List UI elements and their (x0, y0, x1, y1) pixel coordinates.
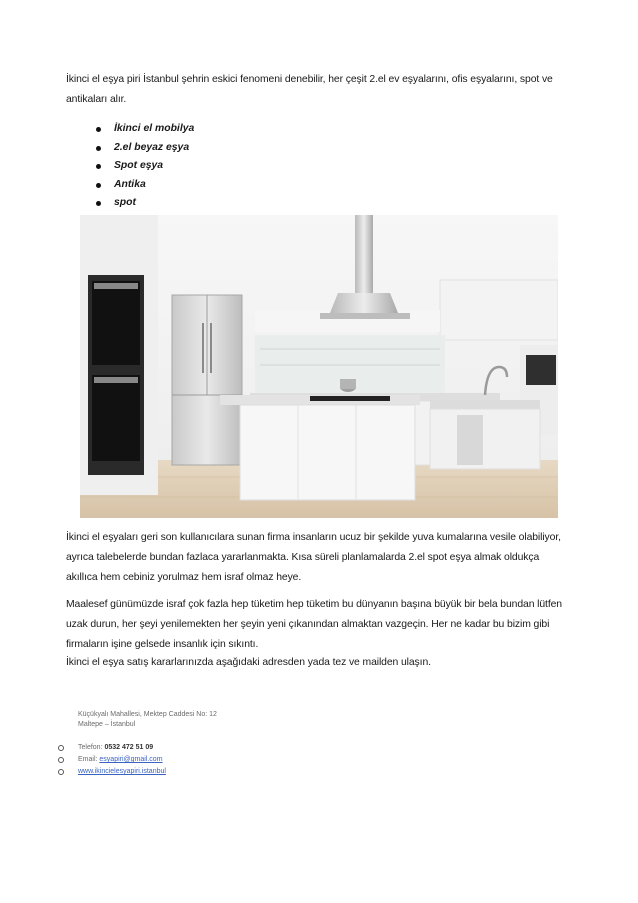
contact-list (58, 742, 166, 778)
list-item: İkinci el mobilya (96, 120, 194, 139)
list-item: Antika (96, 176, 194, 195)
bullet-ring-icon (58, 745, 64, 751)
list-item: 2.el beyaz eşya (96, 139, 194, 158)
kitchen-photo (80, 215, 558, 518)
contact-email (58, 754, 166, 766)
paragraph-4: İkinci el eşya satış kararlarınızda aşağıdaki adresden yada tez ve mailden ulaşın. (66, 657, 431, 668)
paragraph-2: İkinci el eşyaları geri son kullanıcılara sunan firma insanların ucuz bir şekilde yuva kumalarına vesile olabiliyor, ayrıca talebelerde bundan fazlaca yararlanmakta. Kısa süreli planlamalarda 2.el spot eşya almak oldukça akıllıca hem cebiniz yorulmaz hem israf olmaz heye. (66, 532, 561, 583)
email-link[interactable]: esyapiri@gmail.com (99, 756, 163, 763)
contact-website (58, 766, 166, 778)
email-label: Email: (78, 756, 98, 763)
contact-phone (58, 742, 166, 754)
website-link[interactable]: www.ikincielesyapiri.istanbul (78, 768, 166, 775)
list-item: spot (96, 194, 194, 213)
intro-paragraph: İkinci el eşya piri İstanbul şehrin eskici fenomeni denebilir, her çeşit 2.el ev eşyalarını, ofis eşyalarını, spot ve antikaları alır. (66, 74, 553, 105)
phone-label: Telefon: (78, 744, 103, 751)
bullet-ring-icon (58, 757, 64, 763)
bullet-ring-icon (58, 769, 64, 775)
phone-value: 0532 472 51 09 (104, 744, 154, 751)
address-block (78, 710, 217, 730)
list-item: Spot eşya (96, 157, 194, 176)
address-line: Maltepe – İstanbul (78, 721, 136, 728)
feature-list (96, 120, 194, 213)
address-line: Küçükyalı Mahallesi, Mektep Caddesi No: 12 (78, 711, 217, 718)
paragraph-3: Maalesef günümüzde israf çok fazla hep tüketim hep tüketim bu dünyanın başına büyük bir bela bundan lütfen uzak durun, her şeyi yenilemekten her şeyin yeni çıkanından almaktan vazgeçin. Her ne kadar bu bizim gibi firmaların işine gelsede insanlık için sıkıntı. (66, 599, 562, 650)
